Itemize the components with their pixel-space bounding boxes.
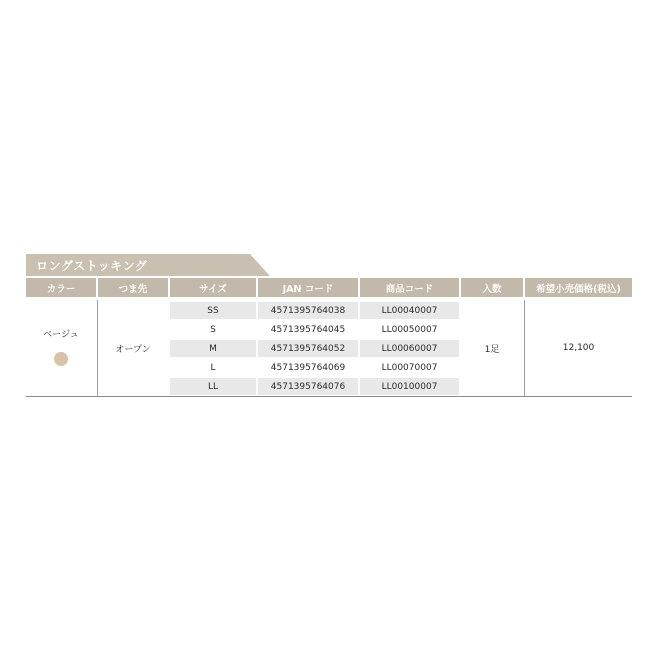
quantity-value: 1足	[484, 344, 500, 355]
toe-type: オープン	[115, 344, 151, 355]
table-row-size: LL	[170, 378, 256, 395]
table-row-size: L	[210, 362, 216, 373]
table-header	[26, 278, 632, 297]
table-row-jan: 4571395764052	[258, 340, 358, 357]
color-name: ベージュ	[43, 329, 79, 340]
table-row-size: M	[170, 340, 256, 357]
table-row-jan: 4571395764045	[270, 324, 346, 335]
color-swatch	[54, 352, 68, 366]
header-product-code: 商品コード	[360, 278, 459, 297]
table-row-jan: 4571395764038	[258, 302, 358, 319]
header-size: サイズ	[170, 278, 256, 297]
table-row-code: LL00070007	[381, 362, 438, 373]
table-row-jan: 4571395764076	[258, 378, 358, 395]
header-toe: つま先	[98, 278, 168, 297]
table-row-jan: 4571395764069	[270, 362, 346, 373]
header-jan: JAN コード	[258, 278, 358, 297]
header-color: カラー	[26, 278, 96, 297]
table-row-size: SS	[170, 302, 256, 319]
table-row-code: LL00040007	[360, 302, 459, 319]
header-quantity: 入数	[461, 278, 523, 297]
price-value: 12,100	[562, 343, 595, 353]
section-title: ロングストッキング	[36, 259, 148, 273]
table-row-code: LL00050007	[381, 324, 438, 335]
table-body	[26, 300, 632, 397]
table-row-code: LL00100007	[360, 378, 459, 395]
table-bottom-rule	[26, 396, 632, 397]
table-row-size: S	[210, 324, 216, 335]
section-title-tab	[26, 254, 270, 276]
header-price: 希望小売価格(税込)	[525, 278, 632, 297]
table-row-code: LL00060007	[360, 340, 459, 357]
